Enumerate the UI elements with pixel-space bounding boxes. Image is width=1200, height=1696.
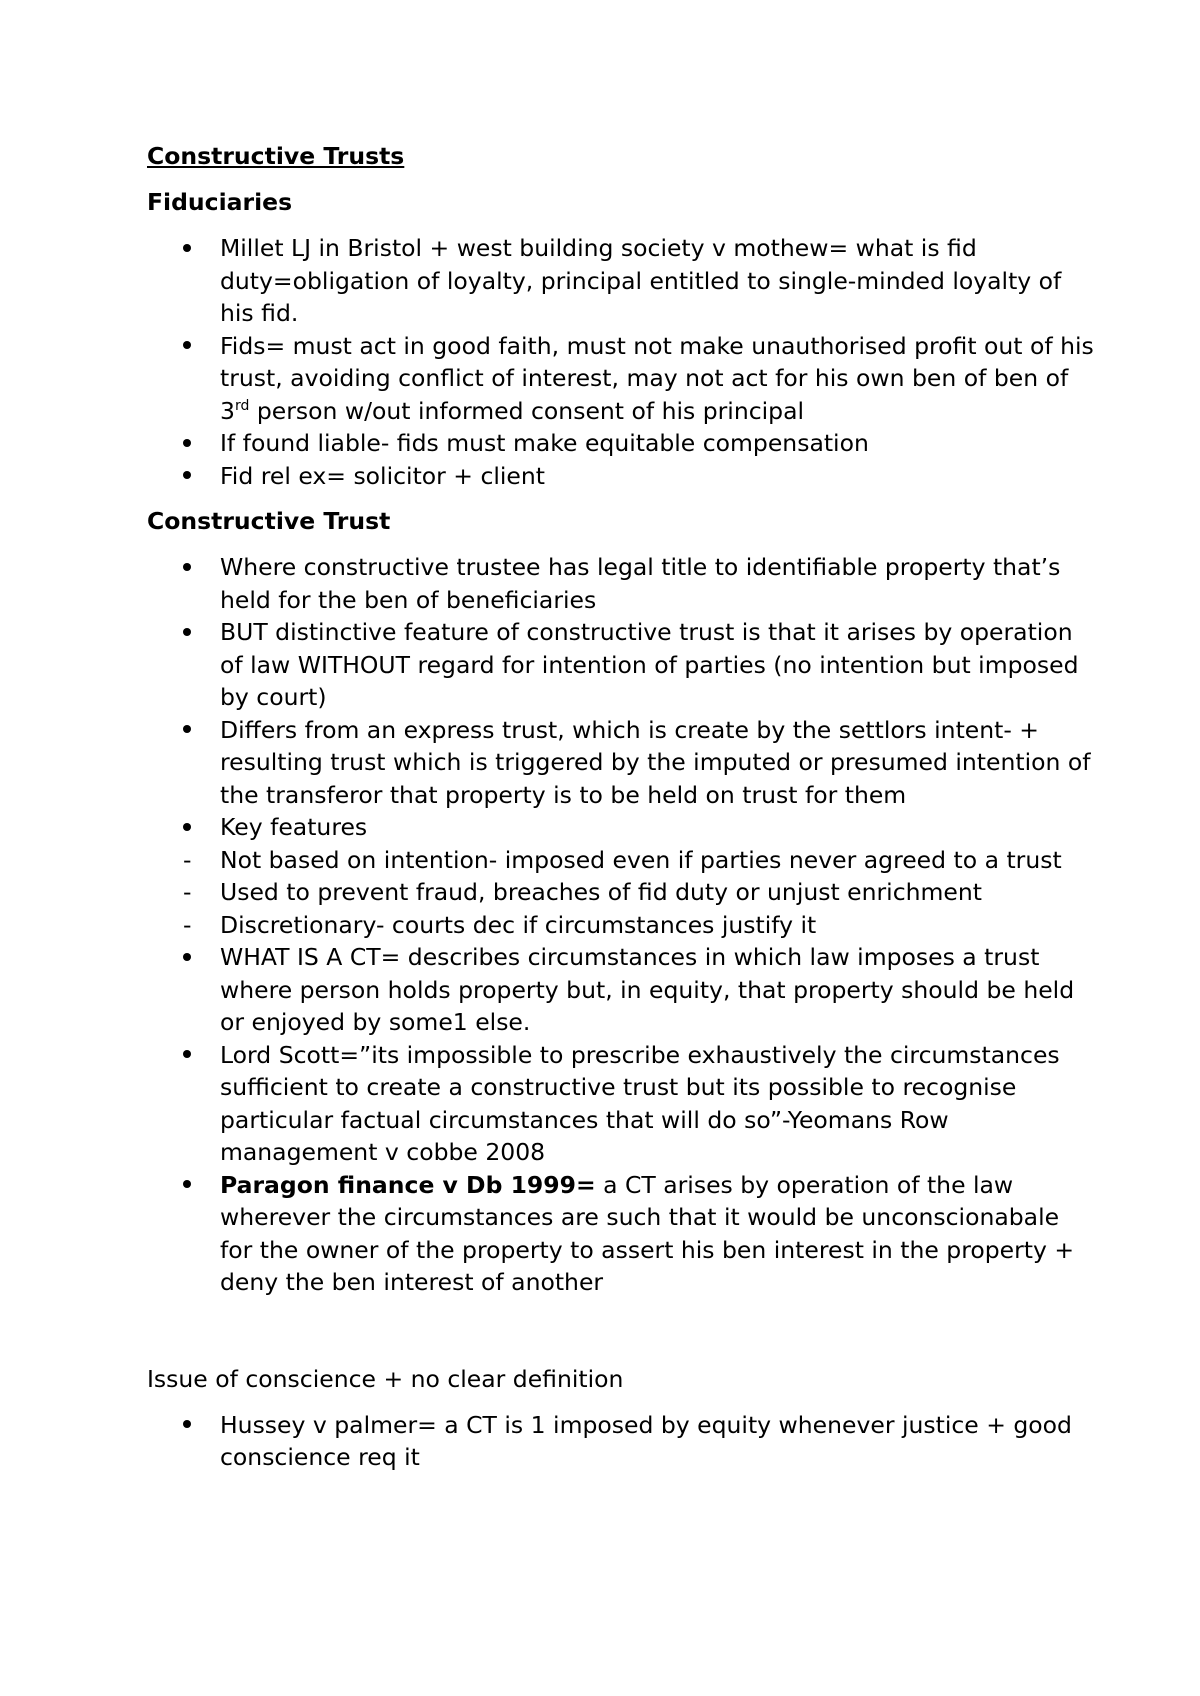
dash-marker: - xyxy=(183,878,192,906)
list-item-text: Lord Scott=”its impossible to prescribe exhaustively the circumstances sufficient to create a constructive trust but its possible to recognise particular factual circumstances that will do so”-Yeomans Row management v cobbe 2008 xyxy=(220,1040,1060,1166)
bullet-marker xyxy=(183,232,203,265)
dash-marker: - xyxy=(183,910,192,939)
document-page xyxy=(147,140,1097,1474)
list-item-text: Hussey v palmer= a CT is 1 imposed by equity whenever justice + good conscience req it xyxy=(220,1410,1072,1471)
list-item xyxy=(147,941,1097,1039)
bullet-marker xyxy=(183,714,203,747)
document-title: Constructive Trusts xyxy=(147,142,405,170)
list-item-text-continued: person w/out informed consent of his principal xyxy=(249,396,805,425)
heading-fiduciaries: Fiduciaries xyxy=(147,188,293,216)
list-item xyxy=(147,616,1097,714)
list-item-text: Where constructive trustee has legal title to identifiable property that’s held for the ben of beneficiaries xyxy=(220,553,1061,614)
list-item xyxy=(147,330,1097,428)
list-item xyxy=(147,427,1097,460)
list-item-text: Millet LJ in Bristol + west building society v mothew= what is fid duty=obligation of loyalty, principal entitled to single-minded loyalty of his fid. xyxy=(220,234,1062,327)
bullet-marker xyxy=(183,616,203,649)
list-item xyxy=(147,551,1097,616)
bullet-marker xyxy=(183,551,203,584)
bullet-marker xyxy=(183,1169,203,1202)
list-item-text: Used to prevent fraud, breaches of fid duty or unjust enrichment xyxy=(220,878,982,906)
list-item xyxy=(147,1039,1097,1169)
list-item-text: Differs from an express trust, which is create by the settlors intent- + resulting trust which is triggered by the imputed or presumed intention of the transferor that property is to be held on trust for them xyxy=(220,715,1091,809)
list-item xyxy=(147,1409,1097,1474)
bullet-marker xyxy=(183,427,203,460)
bullet-marker xyxy=(183,1039,203,1072)
case-name-bold: Paragon finance v Db 1999= xyxy=(220,1170,596,1199)
list-item-text: If found liable- fids must make equitable compensation xyxy=(220,429,869,457)
bullet-marker xyxy=(183,330,203,363)
list-item xyxy=(147,460,1097,493)
list-item-text: Fids= must act in good faith, must not make unauthorised profit out of his trust, avoiding conflict of interest, may not act for his own ben of ben of 3 xyxy=(220,331,1094,425)
conscience-list xyxy=(147,1409,1097,1474)
list-item-text: Key features xyxy=(220,813,368,841)
blank-spacer xyxy=(147,1299,1097,1363)
list-item xyxy=(147,876,1097,909)
list-item-text: WHAT IS A CT= describes circumstances in which law imposes a trust where person holds property but, in equity, that property should be held or enjoyed by some1 else. xyxy=(220,943,1075,1036)
list-item-text: a CT arises by operation of the law wherever the circumstances are such that it would be unconscionabale for the owner of the property to assert his ben interest in the property + deny the ben interest of another xyxy=(220,1170,1075,1296)
list-item-text: Discretionary- courts dec if circumstances justify it xyxy=(220,910,817,939)
list-item xyxy=(147,1169,1097,1299)
list-item xyxy=(147,811,1097,844)
list-item-text: Not based on intention- imposed even if parties never agreed to a trust xyxy=(220,845,1062,874)
list-item xyxy=(147,909,1097,942)
heading-constructive-trust: Constructive Trust xyxy=(147,507,391,535)
bullet-marker xyxy=(183,1409,203,1442)
list-item-text: BUT distinctive feature of constructive trust is that it arises by operation of law WITHOUT regard for intention of parties (no intention but imposed by court) xyxy=(220,618,1079,711)
list-item xyxy=(147,232,1097,330)
list-item xyxy=(147,714,1097,812)
bullet-marker xyxy=(183,460,203,493)
bullet-marker xyxy=(183,811,203,844)
bullet-marker xyxy=(183,941,203,974)
constructive-trust-list xyxy=(147,551,1097,1299)
ordinal-superscript: rd xyxy=(234,397,250,414)
heading-issue-of-conscience: Issue of conscience + no clear definition xyxy=(147,1364,624,1393)
dash-marker: - xyxy=(183,845,192,874)
list-item-text: Fid rel ex= solicitor + client xyxy=(220,461,545,490)
list-item xyxy=(147,844,1097,877)
fiduciaries-list xyxy=(147,232,1097,492)
